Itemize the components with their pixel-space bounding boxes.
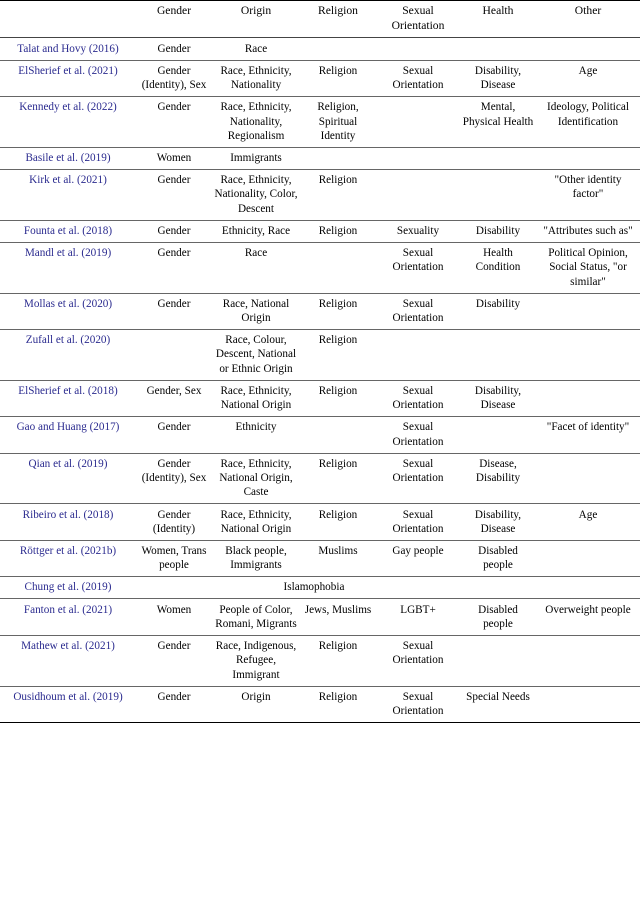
cell-religion: Muslims: [300, 540, 376, 576]
table-body: [0, 38, 640, 723]
table-row: [0, 220, 640, 242]
cell-sexual-orientation: Sexual Orientation: [376, 242, 460, 293]
cell-health: Mental, Physical Health: [460, 96, 536, 147]
table-row: [0, 380, 640, 416]
table-row: [0, 329, 640, 380]
paper-citation-link[interactable]: Fanton et al. (2021): [0, 599, 136, 635]
cell-gender: Gender: [136, 242, 212, 293]
cell-gender: Gender: [136, 220, 212, 242]
cell-other: Age: [536, 60, 640, 96]
table-row: [0, 577, 640, 599]
cell-health: Special Needs: [460, 686, 536, 722]
cell-gender: Gender (Identity), Sex: [136, 60, 212, 96]
cell-health: Disability: [460, 293, 536, 329]
cell-origin: Race: [212, 242, 300, 293]
cell-health: [460, 417, 536, 453]
cell-gender: Women, Trans people: [136, 540, 212, 576]
cell-gender: Gender: [136, 417, 212, 453]
paper-citation-link[interactable]: Zufall et al. (2020): [0, 329, 136, 380]
column-header-other: Other: [536, 1, 640, 38]
cell-health: Disabled people: [460, 599, 536, 635]
column-header-origin: Origin: [212, 1, 300, 38]
cell-health: [460, 635, 536, 686]
paper-citation-link[interactable]: ElSherief et al. (2018): [0, 380, 136, 416]
cell-religion: Religion: [300, 220, 376, 242]
table-row: [0, 635, 640, 686]
cell-origin: Race, Colour, Descent, National or Ethnic Origin: [212, 329, 300, 380]
paper-citation-link[interactable]: Kennedy et al. (2022): [0, 96, 136, 147]
cell-other: [536, 38, 640, 60]
cell-gender: Women: [136, 147, 212, 169]
cell-sexual-orientation: Gay people: [376, 540, 460, 576]
cell-origin: Immigrants: [212, 147, 300, 169]
cell-origin: Race, Ethnicity, Nationality: [212, 60, 300, 96]
cell-sexual-orientation: [376, 38, 460, 60]
cell-other: [536, 540, 640, 576]
cell-gender: Gender: [136, 293, 212, 329]
cell-religion: [300, 38, 376, 60]
cell-health: [460, 147, 536, 169]
cell-religion: Religion: [300, 635, 376, 686]
cell-health: Disability, Disease: [460, 60, 536, 96]
cell-other: "Facet of identity": [536, 417, 640, 453]
table-row: [0, 147, 640, 169]
paper-citation-link[interactable]: Ousidhoum et al. (2019): [0, 686, 136, 722]
table-header: [0, 1, 640, 38]
cell-health: Disease, Disability: [460, 453, 536, 504]
cell-health: [460, 329, 536, 380]
table-row: [0, 293, 640, 329]
cell-origin: Race, Ethnicity, National Origin: [212, 504, 300, 540]
table-row: [0, 96, 640, 147]
cell-religion: Religion: [300, 60, 376, 96]
cell-origin: Ethnicity: [212, 417, 300, 453]
cell-other: Age: [536, 504, 640, 540]
cell-gender: Gender: [136, 635, 212, 686]
cell-health: [460, 38, 536, 60]
paper-citation-link[interactable]: Gao and Huang (2017): [0, 417, 136, 453]
cell-other: [536, 293, 640, 329]
paper-citation-link[interactable]: Ribeiro et al. (2018): [0, 504, 136, 540]
cell-origin: Ethnicity, Race: [212, 220, 300, 242]
cell-gender: Gender, Sex: [136, 380, 212, 416]
cell-health: Disability, Disease: [460, 380, 536, 416]
cell-origin: Race, Ethnicity, National Origin, Caste: [212, 453, 300, 504]
cell-sexual-orientation: Sexuality: [376, 220, 460, 242]
cell-origin: Race, Ethnicity, Nationality, Regionalism: [212, 96, 300, 147]
cell-spanning-value: Islamophobia: [136, 577, 640, 599]
column-header-gender: Gender: [136, 1, 212, 38]
cell-religion: [300, 417, 376, 453]
cell-sexual-orientation: Sexual Orientation: [376, 293, 460, 329]
cell-sexual-orientation: Sexual Orientation: [376, 504, 460, 540]
paper-citation-link[interactable]: Mollas et al. (2020): [0, 293, 136, 329]
table-row: [0, 540, 640, 576]
cell-other: Ideology, Political Identification: [536, 96, 640, 147]
paper-citation-link[interactable]: Founta et al. (2018): [0, 220, 136, 242]
cell-religion: Religion, Spiritual Identity: [300, 96, 376, 147]
table-row: [0, 60, 640, 96]
table-row: [0, 504, 640, 540]
cell-religion: Jews, Muslims: [300, 599, 376, 635]
table-row: [0, 169, 640, 220]
cell-sexual-orientation: [376, 169, 460, 220]
cell-religion: Religion: [300, 169, 376, 220]
cell-origin: People of Color, Romani, Migrants: [212, 599, 300, 635]
paper-citation-link[interactable]: Qian et al. (2019): [0, 453, 136, 504]
cell-religion: Religion: [300, 453, 376, 504]
cell-religion: Religion: [300, 329, 376, 380]
table-row: [0, 242, 640, 293]
cell-sexual-orientation: Sexual Orientation: [376, 686, 460, 722]
cell-other: [536, 453, 640, 504]
cell-origin: Race, Indigenous, Refugee, Immigrant: [212, 635, 300, 686]
cell-sexual-orientation: Sexual Orientation: [376, 417, 460, 453]
cell-sexual-orientation: LGBT+: [376, 599, 460, 635]
cell-gender: Gender (Identity): [136, 504, 212, 540]
cell-gender: Gender: [136, 169, 212, 220]
cell-other: Political Opinion, Social Status, "or similar": [536, 242, 640, 293]
cell-other: [536, 635, 640, 686]
cell-religion: Religion: [300, 504, 376, 540]
cell-other: "Attributes such as": [536, 220, 640, 242]
cell-other: [536, 147, 640, 169]
cell-origin: Race, Ethnicity, Nationality, Color, Descent: [212, 169, 300, 220]
paper-citation-link[interactable]: ElSherief et al. (2021): [0, 60, 136, 96]
cell-other: "Other identity factor": [536, 169, 640, 220]
cell-sexual-orientation: [376, 329, 460, 380]
cell-sexual-orientation: [376, 147, 460, 169]
cell-sexual-orientation: [376, 96, 460, 147]
cell-other: Overweight people: [536, 599, 640, 635]
cell-health: Health Condition: [460, 242, 536, 293]
cell-religion: [300, 147, 376, 169]
column-header-religion: Religion: [300, 1, 376, 38]
cell-religion: [300, 242, 376, 293]
paper-citation-link[interactable]: Talat and Hovy (2016): [0, 38, 136, 60]
paper-citation-link[interactable]: Chung et al. (2019): [0, 577, 136, 599]
table-row: [0, 686, 640, 722]
table-header-row: [0, 1, 640, 38]
cell-other: [536, 686, 640, 722]
table-row: [0, 38, 640, 60]
column-header-sexual-orientation: Sexual Orientation: [376, 1, 460, 38]
cell-religion: Religion: [300, 686, 376, 722]
cell-sexual-orientation: Sexual Orientation: [376, 453, 460, 504]
cell-health: Disability, Disease: [460, 504, 536, 540]
cell-health: Disabled people: [460, 540, 536, 576]
cell-gender: Gender (Identity), Sex: [136, 453, 212, 504]
cell-religion: Religion: [300, 380, 376, 416]
table-row: [0, 453, 640, 504]
cell-other: [536, 380, 640, 416]
cell-religion: Religion: [300, 293, 376, 329]
cell-sexual-orientation: Sexual Orientation: [376, 635, 460, 686]
cell-health: [460, 169, 536, 220]
cell-other: [536, 329, 640, 380]
cell-origin: Race: [212, 38, 300, 60]
cell-origin: Origin: [212, 686, 300, 722]
cell-sexual-orientation: Sexual Orientation: [376, 60, 460, 96]
paper-citation-link[interactable]: Röttger et al. (2021b): [0, 540, 136, 576]
cell-origin: Race, National Origin: [212, 293, 300, 329]
cell-gender: Gender: [136, 686, 212, 722]
cell-sexual-orientation: Sexual Orientation: [376, 380, 460, 416]
column-header-paper: [0, 1, 136, 38]
cell-gender: [136, 329, 212, 380]
table-row: [0, 417, 640, 453]
cell-origin: Race, Ethnicity, National Origin: [212, 380, 300, 416]
cell-gender: Gender: [136, 38, 212, 60]
cell-gender: Women: [136, 599, 212, 635]
paper-citation-link[interactable]: Mathew et al. (2021): [0, 635, 136, 686]
table-row: [0, 599, 640, 635]
paper-citation-link[interactable]: Mandl et al. (2019): [0, 242, 136, 293]
column-header-health: Health: [460, 1, 536, 38]
paper-citation-link[interactable]: Basile et al. (2019): [0, 147, 136, 169]
cell-origin: Black people, Immigrants: [212, 540, 300, 576]
cell-health: Disability: [460, 220, 536, 242]
paper-citation-link[interactable]: Kirk et al. (2021): [0, 169, 136, 220]
cell-gender: Gender: [136, 96, 212, 147]
